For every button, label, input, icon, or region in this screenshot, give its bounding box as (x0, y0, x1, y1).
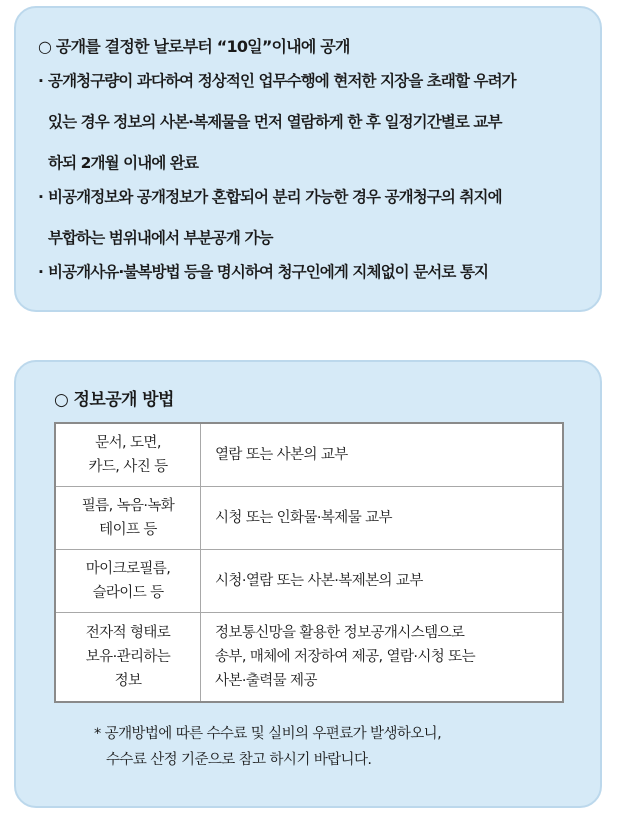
cell-text: 테이프 등 (99, 522, 157, 538)
cell-text: 마이크로필름, (85, 561, 171, 577)
bullet-marker: · (38, 263, 43, 281)
table-row (55, 487, 563, 550)
cell-text: 시청·열람 또는 사본·복제본의 교부 (215, 573, 423, 589)
disclosure-deadline-panel (14, 6, 602, 312)
bullet-text: 공개청구량이 과다하여 정상적인 업무수행에 현저한 지장을 초래할 우려가 (48, 72, 516, 90)
method-cell (201, 487, 564, 550)
bullet-text: 하되 2개월 이내에 완료 (48, 154, 199, 172)
cell-text: 슬라이드 등 (92, 585, 164, 601)
bullet-text: 있는 경우 정보의 사본·복제물을 먼저 열람하게 한 후 일정기간별로 교부 (48, 113, 502, 131)
method-cell (201, 613, 564, 703)
table-row (55, 613, 563, 703)
bullet-marker: · (38, 188, 43, 206)
bullet-marker: · (38, 72, 43, 90)
method-cell (201, 550, 564, 613)
list-item (38, 186, 582, 249)
cell-text: 보유·관리하는 (85, 649, 171, 665)
table-row (55, 423, 563, 487)
cell-text: 필름, 녹음·녹화 (81, 498, 175, 514)
cell-text: 정보통신망을 활용한 정보공개시스템으로 (215, 625, 465, 641)
info-type-cell (55, 550, 201, 613)
info-type-cell (55, 423, 201, 487)
table-row (55, 550, 563, 613)
note-text: * 공개방법에 따른 수수료 및 실비의 우편료가 발생하오니, (94, 726, 442, 742)
methods-table (54, 422, 564, 703)
note-text: 수수료 산정 기준으로 참고 하시기 바랍니다. (106, 752, 372, 768)
cell-text: 전자적 형태로 (85, 625, 171, 641)
list-item (38, 70, 582, 174)
cell-text: 문서, 도면, (95, 435, 161, 451)
info-type-cell (55, 613, 201, 703)
cell-text: 열람 또는 사본의 교부 (215, 447, 348, 463)
bullet-text: 비공개정보와 공개정보가 혼합되어 분리 가능한 경우 공개청구의 취지에 (48, 188, 502, 206)
cell-text: 카드, 사진 등 (88, 459, 168, 475)
cell-text: 정보 (114, 673, 142, 689)
section-heading: ○ 정보공개 방법 (54, 390, 174, 410)
bullet-text: 부합하는 범위내에서 부분공개 가능 (48, 229, 273, 247)
cell-text: 사본·출력물 제공 (215, 673, 317, 689)
disclosure-methods-panel (14, 360, 602, 808)
bullet-text: 비공개사유·불복방법 등을 명시하여 청구인에게 지체없이 문서로 통지 (48, 263, 489, 281)
cell-text: 송부, 매체에 저장하여 제공, 열람·시청 또는 (215, 649, 475, 665)
section-heading: ○ 공개를 결정한 날로부터 “10일”이내에 공개 (38, 37, 350, 56)
fee-note (94, 721, 600, 773)
cell-text: 시청 또는 인화물·복제물 교부 (215, 510, 392, 526)
method-cell (201, 423, 564, 487)
info-type-cell (55, 487, 201, 550)
list-item (38, 261, 582, 283)
